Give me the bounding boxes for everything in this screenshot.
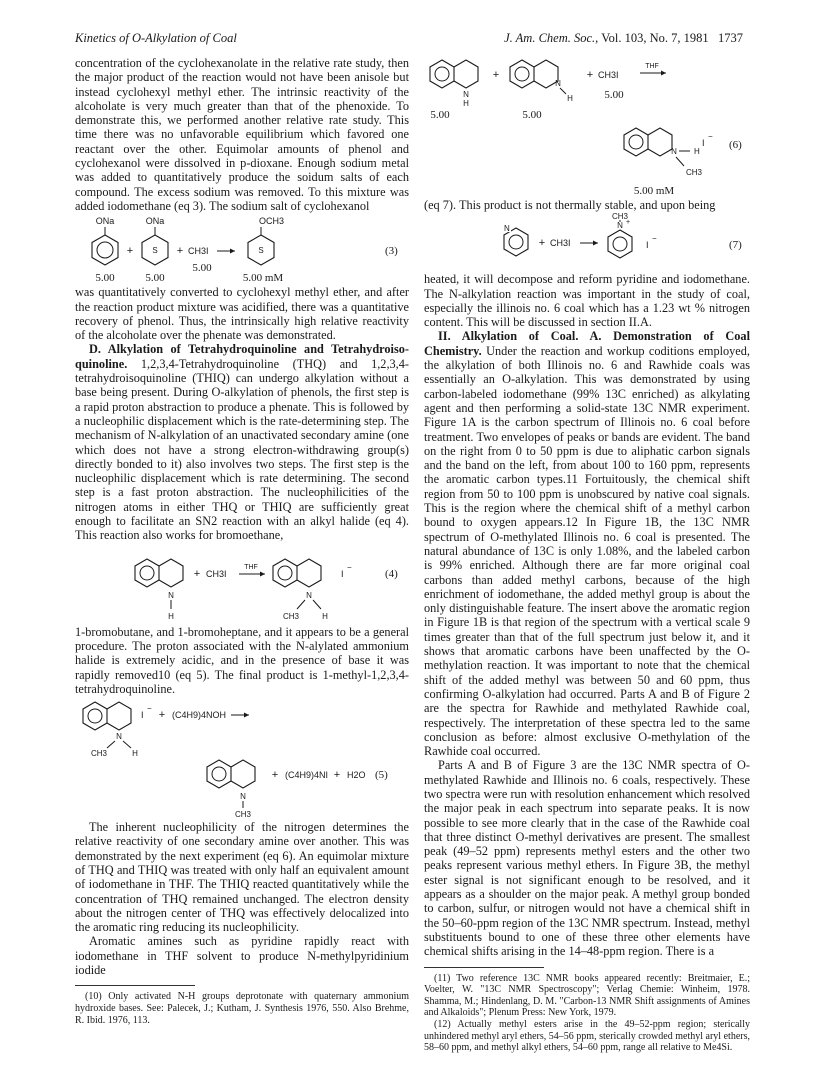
paragraph: was quantitatively converted to cyclohexyl methyl ether, and after the reaction product mixture was acidified, there was a quantitative recovery of phenol. Thus, the intrinsically high relative reactivity of the alcoholate over the phenate was demonstrated.: [75, 285, 409, 343]
hydrogen-label: H: [567, 94, 573, 103]
volume-issue: Vol. 103, No. 7, 1981: [601, 31, 709, 45]
nitrogen-label: N: [168, 590, 174, 600]
footnote-rule: [75, 985, 195, 986]
methyl-label: CH3: [686, 168, 703, 177]
och3-label: OCH3: [259, 216, 285, 227]
equation-number: (5): [375, 769, 388, 782]
n-methyl-thq-structure: [207, 760, 255, 819]
concentration: 5.00: [192, 262, 212, 275]
hydrogen-label: H: [694, 147, 700, 156]
plus-sign: +: [538, 237, 546, 250]
n-methyl-thq-ammonium-structure: [273, 559, 328, 621]
hydrogen-label: H: [463, 99, 469, 108]
paragraph: The inherent nucleophilicity of the nitrogen determines the relative reactivity of one secondary amine over another. This was demonstrated by the next experiment (eq 6). An equimolar mixture of THQ and THIQ was treated with only half an equivalent amount of iodomethane in THF. The THIQ reacted quantitatively while the concentration of THQ remained unchanged. The electron density about the nitrogen center of THQ was effectively delocalized into the aromatic ring reducing its nucleophilicity.: [75, 820, 409, 935]
footnote-12: (12) Actually methyl esters arise in the 49–52-ppm region; sterically unhindered methyl aryl ethers, 54–56 ppm, sterically crowded methyl aryl ethers, 58–60 ppm, and methyl alkyl ethers, 54–60 ppm, range all relative to Me4Si.: [424, 1018, 750, 1054]
cyclohexyl-methyl-ether-structure: [248, 216, 284, 265]
nitrogen-label: N: [617, 221, 623, 231]
section-d-paragraph: [75, 342, 409, 542]
iodide-label: I: [141, 710, 144, 721]
section-ii-paragraph: [424, 329, 750, 758]
svg-text:+: +: [626, 219, 631, 227]
methyl-label: CH3: [90, 749, 108, 759]
right-column: [424, 56, 750, 1054]
concentration: 5.00: [522, 109, 542, 121]
plus-sign: +: [158, 709, 166, 722]
paragraph: Aromatic amines such as pyridine rapidly react with iodomethane in THF solvent to produce N-methylpyridinium iodide: [75, 934, 409, 978]
nitrogen-label: N: [671, 147, 677, 156]
footnote-10: (10) Only activated N-H groups deprotonate with quaternary ammonium hydroxide bases. See: Palecek, J.; Kutham, J. Synthesis 1976, 550. Also Brehme, R. Ibid. 1976, 113.: [75, 991, 409, 1026]
methyl-label: CH3: [282, 611, 300, 621]
plus-sign: +: [126, 245, 134, 258]
svg-text:−: −: [652, 234, 657, 244]
equation-5: [75, 696, 409, 820]
nitrogen-label: N: [555, 79, 561, 88]
journal-citation: [504, 31, 743, 46]
ona-label: ONa: [95, 216, 115, 227]
thiq-structure: [510, 60, 573, 103]
plus-sign: +: [492, 69, 500, 81]
n-methyl-thiq-ammonium-structure: [624, 128, 703, 177]
nitrogen-label: N: [504, 224, 510, 234]
equation-number: (3): [385, 245, 398, 258]
svg-text:−: −: [708, 132, 713, 141]
thq-structure: [135, 559, 183, 621]
paragraph: (eq 7). This product is not thermally stable, and upon being: [424, 198, 716, 212]
iodomethane-label: CH3I: [598, 70, 619, 80]
plus-sign: +: [176, 245, 184, 258]
equation-number: (6): [729, 139, 742, 151]
svg-text:−: −: [347, 562, 352, 572]
paragraph: Parts A and B of Figure 3 are the 13C NMR spectra of O-methylated Rawhide and Illinois no. 6 coals, respectively. These two spectra were run with resolution enhancement which resolved the major peak in each spectrum into separate peaks. It is now possible to see more clearly that in the case of the Rawhide coal that three distinct O-methyl derivatives are present. The smallest peak (49–52 ppm) represents methyl esters and the other two peaks represent various methyl ethers. In Figure 3B, the methyl ester signal is not significant enough to be resolved, and it appears as a shoulder on the major peak. A methyl group bonded to carbon, sulfur, or nitrogen would not have a chemical shift in the 50–60-ppm region of the 13C NMR spectrum. Instead, methyl substituents bound to one of these three other elements have chemical shifts arising in the 14–48-ppm region. There is a: [424, 758, 750, 959]
nitrogen-label: N: [116, 732, 122, 742]
iodide-label: I: [702, 138, 705, 148]
concentration: 5.00: [604, 89, 624, 101]
paragraph-text: 1,2,3,4-Tetrahydroquinoline (THQ) and 1,2,3,4-tetrahydroisoquinoline (THIQ) can undergo alkylation without a base being present. During O-alkylation of phenols, the first step is a rapid proton abstraction to produce a phenate. This is followed by a nucleophilic displacement which is the rate-determining step. The mechanism of N-alkylation of an unactivated secondary amine (one which does not have a strong electron-withdrawing group(s) directly bonded to it) also involves two steps. The first step is the nucleophilic displacement which is rate determining. The second step is a fast proton abstraction. The nucleophilicities of the nitrogen atoms in either THQ or THIQ are sufficiently great enough to facilitate an SN2 reaction with an alkyl halide (eq 4). This reaction also works for bromoethane,: [75, 356, 409, 543]
s-label: S: [258, 246, 264, 256]
journal-name: J. Am. Chem. Soc.,: [504, 31, 599, 45]
nitrogen-label: N: [463, 90, 469, 99]
plus-sign: +: [586, 69, 594, 81]
equation-4: [75, 543, 409, 625]
section-heading: II. Alkylation of Coal. A. Demonstration of Coal Chemistry.: [424, 329, 750, 358]
running-header: [75, 31, 743, 49]
hydrogen-label: H: [168, 611, 174, 621]
ona-label: ONa: [145, 216, 165, 227]
solvent-label: THF: [645, 63, 659, 70]
water-label: H2O: [347, 770, 366, 781]
concentration: 5.00 mM: [242, 272, 284, 285]
paragraph: 1-bromobutane, and 1-bromoheptane, and it appears to be a general procedure. The proton associated with the N-alylated ammonium halide is extremely acidic, and in the presence of base it was rapidly removed10 (eq 5). The final product is 1-methyl-1,2,3,4-tetrahydroquinoline.: [75, 624, 409, 696]
solvent-label: THF: [244, 563, 258, 571]
hydrogen-label: H: [322, 611, 328, 621]
left-column: [75, 56, 409, 1026]
plus-sign: +: [271, 769, 279, 782]
equation-6: [424, 56, 750, 198]
nitrogen-label: N: [306, 590, 312, 600]
equation-3: [75, 213, 409, 285]
plus-sign: +: [193, 567, 201, 580]
iodomethane-label: CH3I: [188, 246, 209, 257]
methyl-label: CH3: [234, 810, 252, 820]
page-number: 1737: [718, 31, 743, 45]
sodium-phenoxide-structure: [92, 216, 118, 265]
sodium-cyclohexanolate-structure: [142, 216, 168, 265]
s-label: S: [152, 246, 158, 256]
concentration: 5.00: [430, 109, 450, 121]
iodide-label: I: [646, 240, 649, 251]
footnote-11: (11) Two reference 13C NMR books appeared recently: Breitmaier, E.; Voelter, W. "13C NMR Spectroscopy"; Verlag Chemie: Winheim, 1978. Shamma, M.; Hindenlang, D. M. "Carbon-13 NMR Shift assignments of Amines and Alkaloids"; Plenum Press: New York, 1979.: [424, 972, 750, 1019]
svg-text:−: −: [147, 704, 152, 714]
equation-number: (7): [729, 239, 742, 252]
n-methylpyridinium-structure: [608, 212, 632, 258]
iodomethane-label: CH3I: [206, 568, 227, 579]
concentration: 5.00 mM: [633, 185, 675, 197]
plus-sign: +: [333, 769, 341, 782]
equation-7: [424, 212, 750, 272]
methyl-label: CH3: [611, 212, 629, 222]
concentration: 5.00: [95, 272, 115, 285]
pyridine-structure: [502, 222, 528, 256]
iodomethane-label: CH3I: [550, 238, 571, 249]
section-heading: D. Alkylation of Tetrahydroquinoline and Tetrahydroiso-quinoline.: [75, 342, 409, 371]
paragraph: heated, it will decompose and reform pyridine and iodomethane. The N-alkylation reaction was important in the study of coal, especially the illinois no. 6 coal which has a 1.23 wt % nitrogen content. This will be discussed in section II.A.: [424, 272, 750, 330]
iodide-label: I: [341, 568, 344, 579]
running-title: Kinetics of O-Alkylation of Coal: [75, 31, 237, 45]
reagent-label: (C4H9)4NOH: [172, 710, 227, 721]
footnote-rule: [424, 967, 544, 968]
equation-number: (4): [385, 567, 398, 580]
paragraph: concentration of the cyclohexanolate in the relative rate study, then the major product of the reaction would not have been anisole but instead cyclohexyl methyl ether. The intrinsic reactivity of the alcoholate is very much greater than that of the phenoxide. To demonstrate this, we performed another relative rate study. This time there was no unfavorable equilibrium which favored one reactant over the other. Equimolar amounts of phenol and cyclohexanol were dissolved in p-dioxane. Enough sodium metal was added to quantitatively produce the soidum salts of each compound. The excess sodium was removed. To this mixture was added iodomethane (eq 3). The sodium salt of cyclohexanol: [75, 56, 409, 213]
byproduct-label: (C4H9)4NI: [285, 770, 329, 781]
paragraph-text: Under the reaction and workup coditions employed, the alkylation of both Illinois no. 6 and Rawhide coals was essentially an O-alkylation. This was demonstrated by using carbon-labeled iodomethane (99% 13C enriched) as alkylating agent and then performing a solid-state 13C NMR experiment. Figure 1A is the carbon spectrum of Illinois no. 6 coal before treatment. Two envelopes of peaks or bands are evident. The band on the right from 0 to 50 ppm is due to aliphatic carbon signals and the band on the left, from about 100 to 160 ppm, represents the aromatic carbon types.11 Fortuitously, the chemical shift region from 50 to 100 ppm is unobscured by native coal signals. This is the region where the chemical shift of a methyl carbon bound to oxygen appears.12 In Figure 1B, the 13C NMR spectrum of O-methylated Illinois no. 6 coal is presented. The natural abundance of 13C is only 1.08%, and the labeled carbon is 99% enriched. Although there are far more original coal carbons than added methyl carbons, because of the high enrichment of iodomethane, the added methyl group is about the only distinguishable feature. The insert above the aromatic region in Figure 1B is that region of the spectrum with a vertical scale 9 times greater than that of the full spectrum just below it, and it shows that aromatic carbons have been unaffected by the O-methylation reaction. It was important to note that the chemical shift of the added methyl was between 50 and 60 ppm, thus confirming O-alkylation had occurred. Parts A and B of Figure 2 are the spectra for Rawhide and methylated Rawhide coal, respectively. The interpretation of these spectra led to the same conclusion as before: almost exclusive O-methylation of the Rawhide coal occurred.: [424, 343, 750, 759]
thq-structure: [430, 60, 478, 108]
concentration: 5.00: [145, 272, 165, 285]
nitrogen-label: N: [240, 792, 246, 802]
hydrogen-label: H: [132, 749, 138, 759]
thq-ammonium-iodide-structure: [83, 702, 138, 758]
